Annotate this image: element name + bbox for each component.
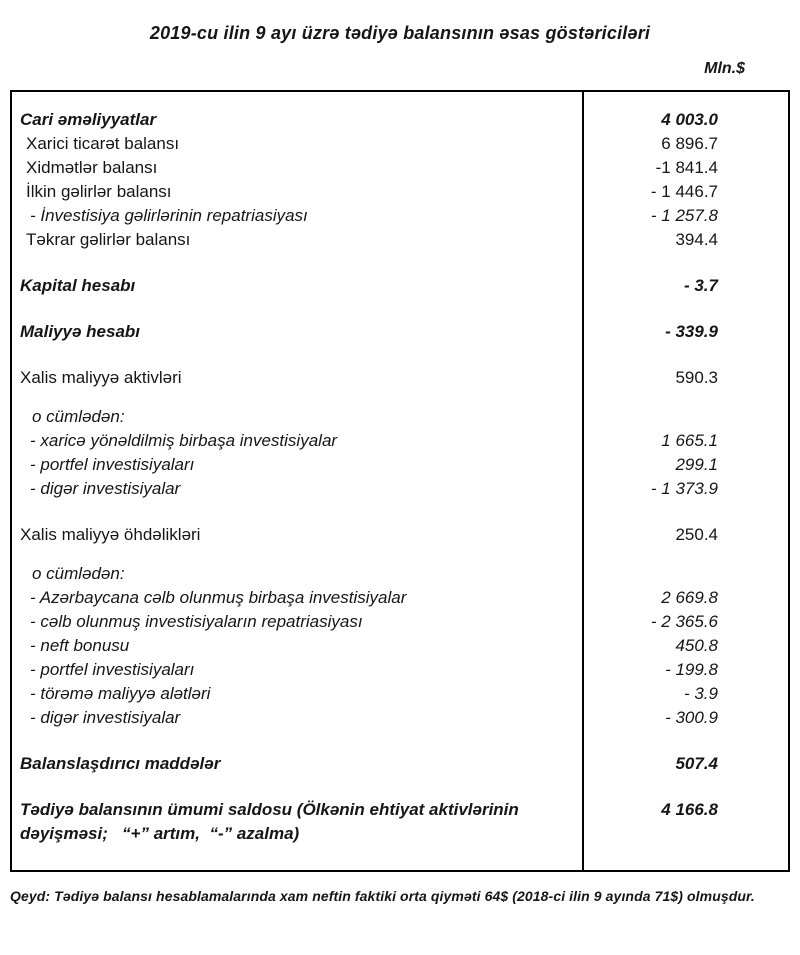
row-value: - 199.8 <box>665 660 718 679</box>
table-row <box>12 228 788 252</box>
table-row <box>12 477 788 501</box>
row-label: Kapital hesabı <box>20 276 136 295</box>
table-row <box>12 274 788 298</box>
table-row <box>12 132 788 156</box>
row-value: 1 665.1 <box>661 431 718 450</box>
row-value: 2 669.8 <box>661 588 718 607</box>
row-value: 250.4 <box>675 525 718 544</box>
row-label: Xalis maliyyə öhdəlikləri <box>20 525 201 544</box>
page-title: 2019-cu ilin 9 ayı üzrə tədiyə balansının əsas göstəriciləri <box>149 23 651 43</box>
row-label: - digər investisiyalar <box>30 479 181 498</box>
table-row <box>12 798 788 846</box>
balance-table <box>10 90 790 872</box>
row-value: 590.3 <box>675 368 718 387</box>
row-label: Tədiyə balansının ümumi saldosu (Ölkənin ehtiyat aktivlərinin dəyişməsi; “+” artım, “-” azalma) <box>20 800 524 843</box>
row-label: - portfel investisiyaları <box>30 660 195 679</box>
row-label: Təkrar gəlirlər balansı <box>26 230 191 249</box>
row-value: - 339.9 <box>665 322 718 341</box>
row-value: 4 003.0 <box>661 110 718 129</box>
row-value: 6 896.7 <box>661 134 718 153</box>
table-row <box>12 658 788 682</box>
column-divider <box>582 92 584 870</box>
row-value: - 2 365.6 <box>650 612 718 631</box>
table-body <box>12 108 788 846</box>
row-value: 394.4 <box>675 230 718 249</box>
row-label: o cümlədən: <box>32 407 125 426</box>
row-label: - neft bonusu <box>30 636 130 655</box>
row-label: Xalis maliyyə aktivləri <box>20 368 182 387</box>
table-row <box>12 405 788 429</box>
row-value: - 1 373.9 <box>650 479 718 498</box>
row-value: - 3.7 <box>683 276 718 295</box>
row-value: 507.4 <box>675 754 718 773</box>
row-label: Cari əməliyyatlar <box>20 110 157 129</box>
row-label: Xidmətlər balansı <box>26 158 158 177</box>
row-label: - xaricə yönəldilmiş birbaşa investisiyalar <box>30 431 338 450</box>
row-value: -1 841.4 <box>655 158 718 177</box>
row-label: Maliyyə hesabı <box>20 322 141 341</box>
table-row <box>12 429 788 453</box>
unit-label: Mln.$ <box>704 60 745 77</box>
table-row <box>12 752 788 776</box>
row-label: İlkin gəlirlər balansı <box>26 182 172 201</box>
row-value: 299.1 <box>675 455 718 474</box>
table-row <box>12 562 788 586</box>
table-row <box>12 156 788 180</box>
row-label: Xarici ticarət balansı <box>26 134 180 153</box>
row-label: - Azərbaycana cəlb olunmuş birbaşa investisiyalar <box>30 588 407 607</box>
table-row <box>12 204 788 228</box>
table-row <box>12 610 788 634</box>
row-value: - 300.9 <box>665 708 718 727</box>
table-row <box>12 366 788 390</box>
row-label: - digər investisiyalar <box>30 708 181 727</box>
table-row <box>12 453 788 477</box>
table-row <box>12 682 788 706</box>
table-row <box>12 634 788 658</box>
table-row <box>12 586 788 610</box>
row-value: 450.8 <box>675 636 718 655</box>
row-value: - 1 446.7 <box>650 182 718 201</box>
table-row <box>12 706 788 730</box>
table-row <box>12 320 788 344</box>
row-value: - 1 257.8 <box>650 206 718 225</box>
row-value: - 3.9 <box>683 684 718 703</box>
row-label: - cəlb olunmuş investisiyaların repatriasiyası <box>30 612 363 631</box>
footnote: Qeyd: Tədiyə balansı hesablamalarında xam neftin faktiki orta qiyməti 64$ (2018-ci ilin 9 ayında 71$) olmuşdur. <box>10 888 755 904</box>
row-label: - portfel investisiyaları <box>30 455 195 474</box>
row-label: - törəmə maliyyə alətləri <box>30 684 211 703</box>
table-row <box>12 180 788 204</box>
table-row <box>12 108 788 132</box>
table-row <box>12 523 788 547</box>
row-label: o cümlədən: <box>32 564 125 583</box>
row-label: - İnvestisiya gəlirlərinin repatriasiyası <box>30 206 308 225</box>
row-value: 4 166.8 <box>661 800 718 819</box>
row-label: Balanslaşdırıcı maddələr <box>20 754 221 773</box>
